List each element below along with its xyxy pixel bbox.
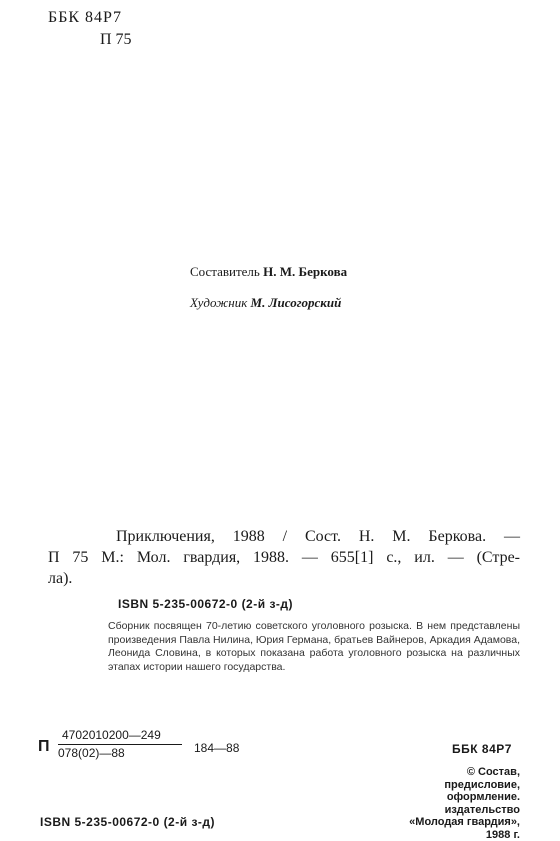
artist-name: М. Лисогорский	[251, 295, 342, 310]
compiler-label: Составитель	[190, 264, 260, 279]
copyright-line: «Молодая гвардия»,	[320, 816, 520, 829]
isbn-bottom: ISBN 5-235-00672-0 (2-й з-д)	[40, 815, 215, 829]
author-index-top: П 75	[100, 31, 132, 49]
compiler-name: Н. М. Беркова	[263, 264, 347, 279]
bbk-code-bottom: ББК 84Р7	[452, 742, 512, 756]
copyright-line: издательство	[320, 804, 520, 817]
biblio-line-3: ла).	[48, 568, 520, 589]
copyright-line: оформление.	[320, 791, 520, 804]
compiler-credit	[190, 264, 347, 280]
artist-credit	[190, 295, 341, 311]
copyright-line: © Состав,	[320, 766, 520, 779]
classification-suffix: 184—88	[194, 741, 239, 755]
annotation	[88, 620, 520, 674]
biblio-line-2: П 75 М.: Мол. гвардия, 1988. — 655[1] с., ил. — (Стре-	[48, 547, 520, 568]
annotation-text: Сборник посвящен 70-летию советского уголовного розыска. В нем представлены произведения Павла Нилина, Юрия Германа, братьев Вайнеров, Аркадия Адамова, Леонида Словина, в которых показана работа уголовного розыска на различных этапах истории нашего государства.	[88, 620, 520, 674]
bbk-code-top: ББК 84Р7	[48, 9, 122, 27]
classification-letter: П	[38, 738, 50, 756]
fraction-line	[58, 744, 182, 745]
copyright-block	[320, 766, 520, 841]
isbn-main: ISBN 5-235-00672-0 (2-й з-д)	[118, 597, 293, 611]
copyright-line: 1988 г.	[320, 829, 520, 841]
artist-label: Художник	[190, 295, 247, 310]
classification-numerator: 4702010200—249	[62, 728, 161, 742]
biblio-line-1: Приключения, 1988 / Сост. Н. М. Беркова. —	[48, 526, 520, 547]
classification-denominator: 078(02)—88	[58, 746, 125, 760]
copyright-line: предисловие,	[320, 779, 520, 792]
bibliographic-description	[48, 526, 520, 589]
